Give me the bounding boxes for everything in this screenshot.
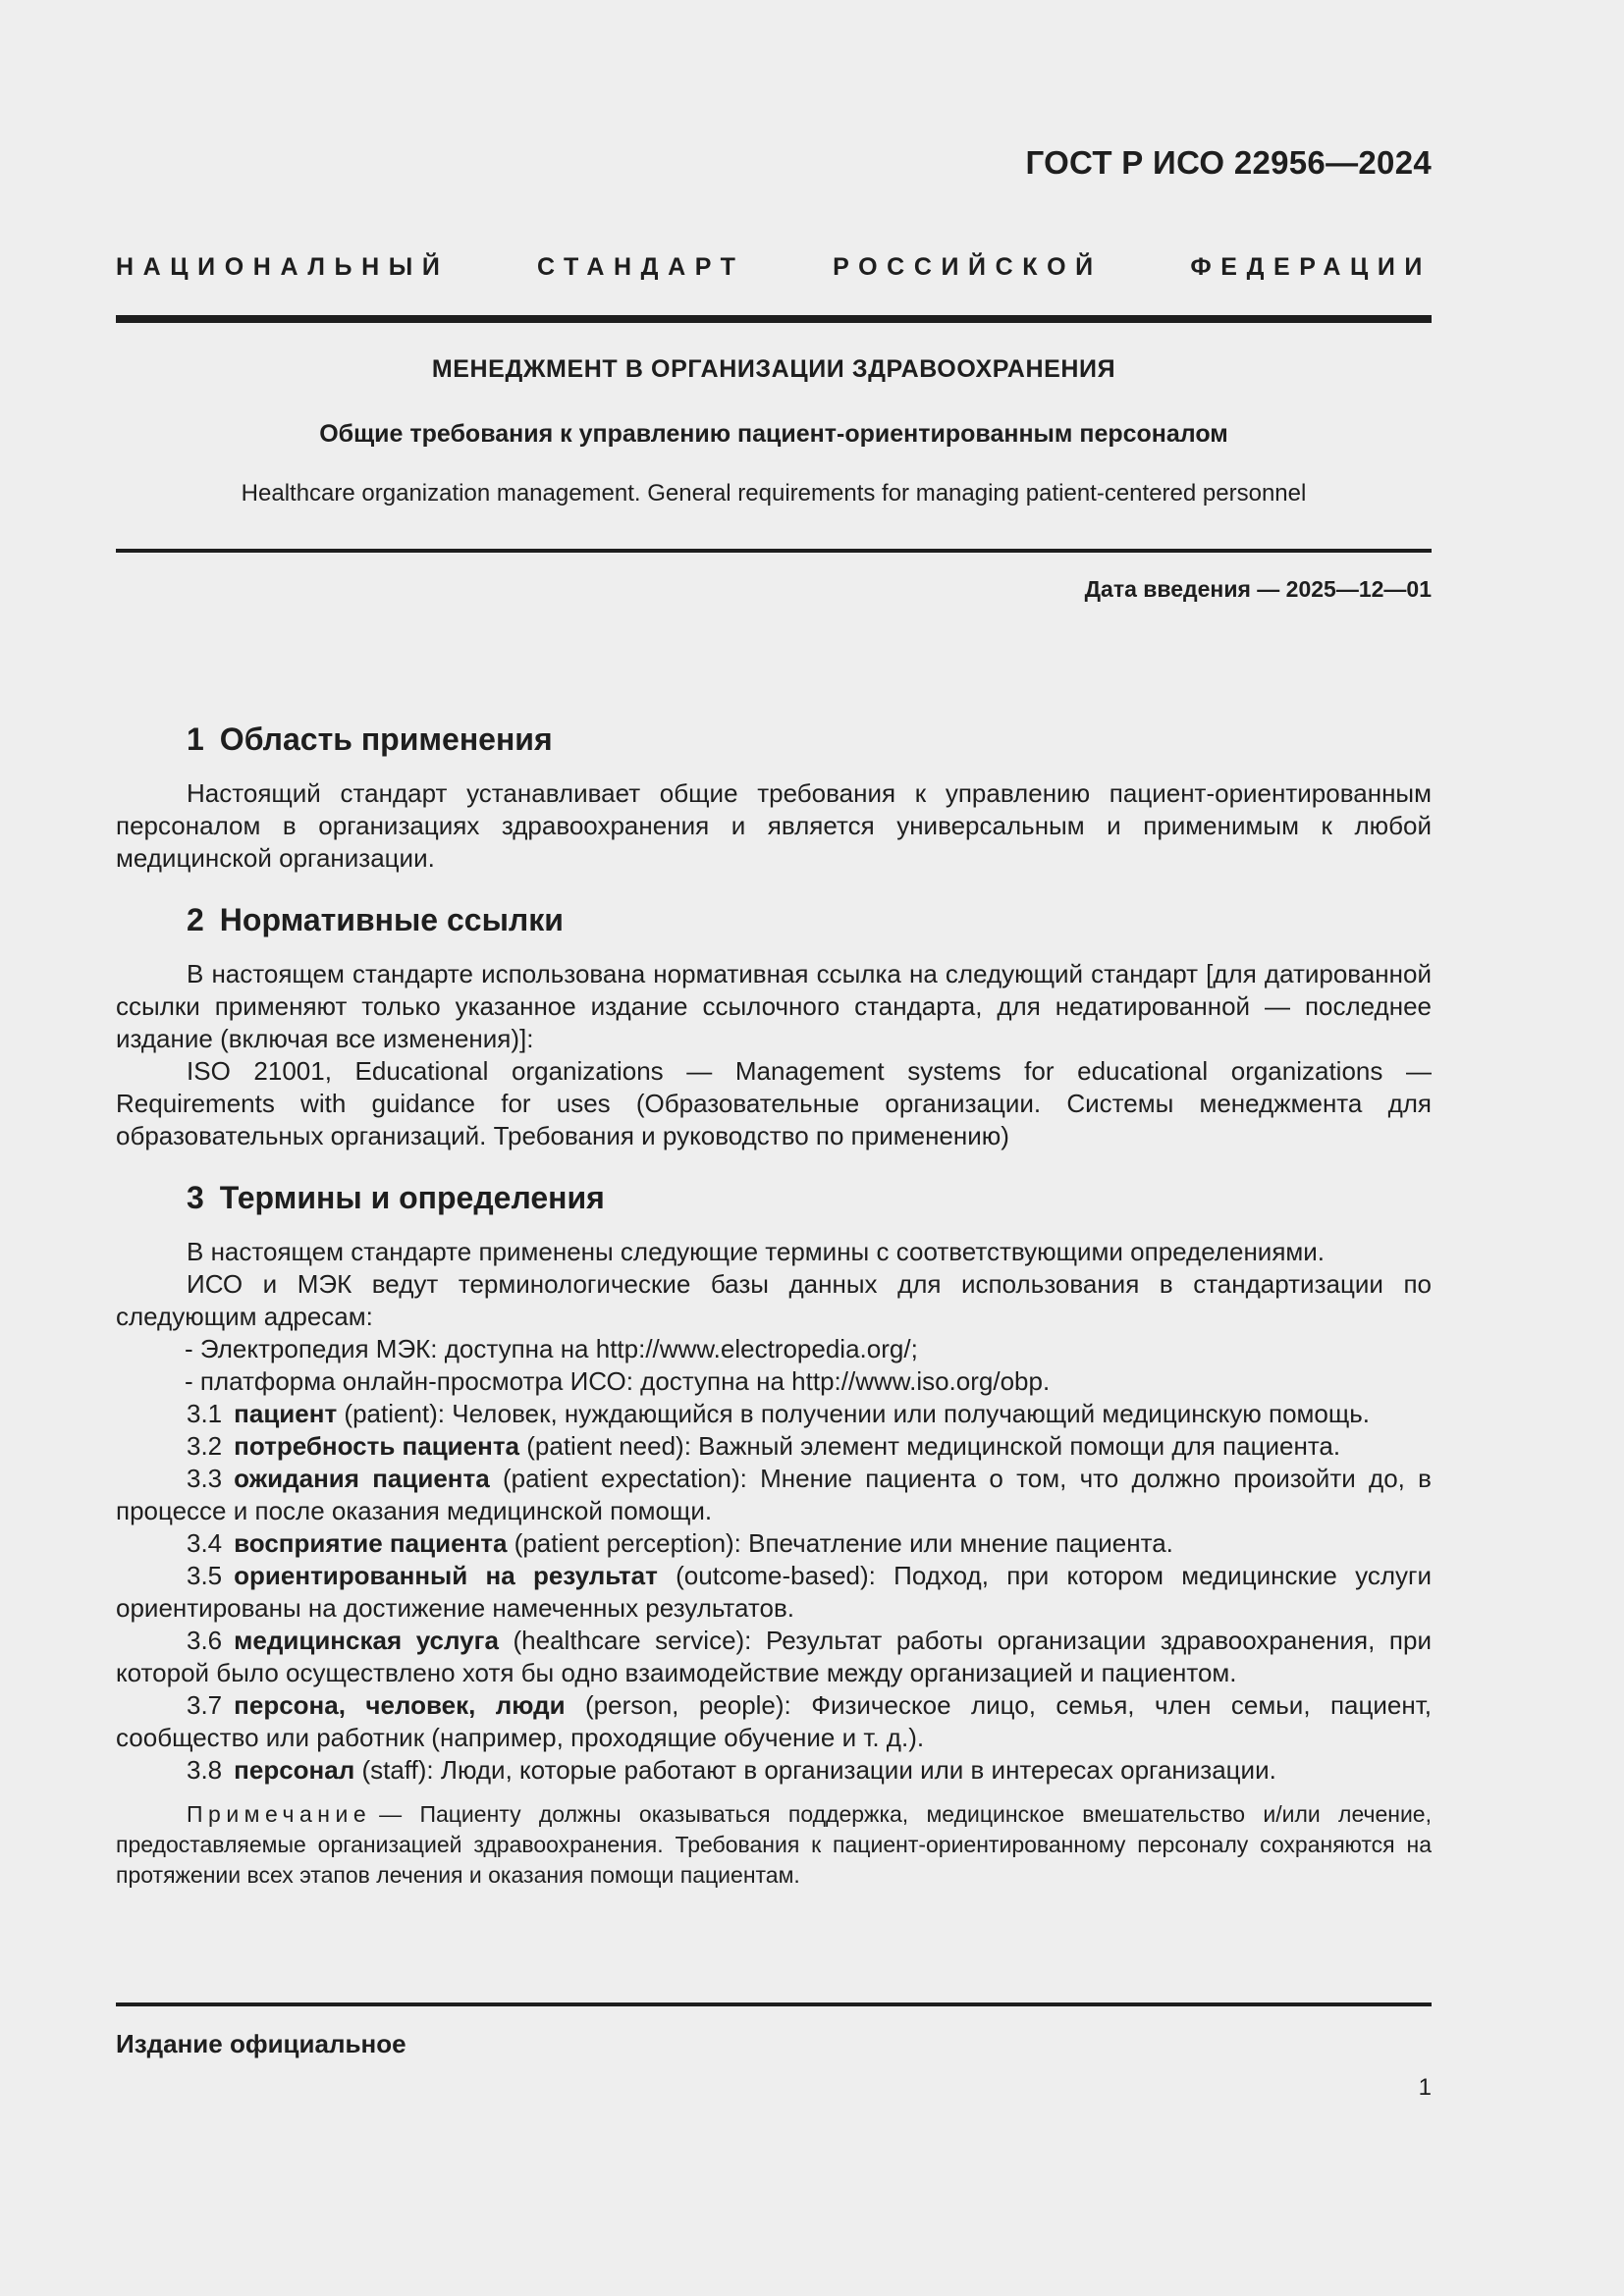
term-name: ориентированный на результат xyxy=(234,1561,658,1590)
term-number: 3.2 xyxy=(187,1431,223,1461)
title-divider xyxy=(116,549,1432,553)
term-entry xyxy=(116,1625,1432,1689)
section-title: Нормативные ссылки xyxy=(219,902,564,937)
footer-divider xyxy=(116,2002,1432,2006)
reference-entry: ISO 21001, Educational organizations — Management systems for educational organizations — Requirements with guidance for uses (Образовательные организации. Системы менеджмента для образовательных организаций. Требования и руководство по применению) xyxy=(116,1056,1432,1150)
national-standard-heading: НАЦИОНАЛЬНЫЙ СТАНДАРТ РОССИЙСКОЙ ФЕДЕРАЦИИ xyxy=(116,253,1432,281)
term-entry xyxy=(116,1430,1432,1463)
note-text: — Пациенту должны оказываться поддержка, медицинское вмешательство и/или лечение, предоставляемые организацией здравоохранения. Требования к пациент-ориентированному персоналу сохраняются на протяжении всех этапов лечения и оказания помощи пациентам. xyxy=(116,1801,1432,1888)
term-entry xyxy=(116,1398,1432,1430)
term-number: 3.8 xyxy=(187,1755,223,1785)
doc-number: ГОСТ Р ИСО 22956—2024 xyxy=(1025,144,1432,181)
document-body xyxy=(116,720,1432,1891)
section-title: Термины и определения xyxy=(219,1180,605,1215)
term-entry xyxy=(116,1754,1432,1787)
term-name: персона, человек, люди xyxy=(234,1690,566,1720)
term-definition: (patient): Человек, нуждающийся в получении или получающий медицинскую помощь. xyxy=(337,1399,1371,1428)
term-entry xyxy=(116,1463,1432,1527)
term-definition: (patient perception): Впечатление или мнение пациента. xyxy=(507,1528,1173,1558)
term-number: 3.4 xyxy=(187,1528,223,1558)
header-divider xyxy=(116,315,1432,323)
note xyxy=(116,1799,1432,1891)
term-name: потребность пациента xyxy=(234,1431,520,1461)
section-number: 1 xyxy=(187,721,204,757)
term-number: 3.5 xyxy=(187,1561,223,1590)
term-entry xyxy=(116,1689,1432,1754)
term-name: медицинская услуга xyxy=(234,1626,499,1655)
paragraph: ИСО и МЭК ведут терминологические базы данных для использования в стандартизации по следующим адресам: xyxy=(116,1269,1432,1331)
section-2-heading xyxy=(187,900,1432,939)
term-name: восприятие пациента xyxy=(234,1528,508,1558)
document-title: МЕНЕДЖМЕНТ В ОРГАНИЗАЦИИ ЗДРАВООХРАНЕНИЯ xyxy=(431,355,1116,383)
section-number: 2 xyxy=(187,902,204,937)
paragraph: В настоящем стандарте применены следующие термины с соответствующими определениями. xyxy=(187,1237,1326,1266)
term-definition: (patient need): Важный элемент медицинской помощи для пациента. xyxy=(519,1431,1341,1461)
note-label: Примечание xyxy=(187,1801,372,1827)
document-title-english: Healthcare organization management. General requirements for managing patient-centered personnel xyxy=(241,480,1307,507)
paragraph: В настоящем стандарте использована нормативная ссылка на следующий стандарт [для датированной ссылки применяют только указанное издание ссылочного стандарта, для недатированной — последнее издание (включая все изменения)]: xyxy=(116,959,1432,1053)
term-number: 3.3 xyxy=(187,1464,223,1493)
term-definition: (outcome-based): Подход, при котором медицинские услуги ориентированы на достижение намеченных результатов. xyxy=(116,1561,1433,1623)
list-item: - платформа онлайн-просмотра ИСО: доступна на http://www.iso.org/obp. xyxy=(185,1366,1051,1396)
term-entry xyxy=(116,1527,1432,1560)
paragraph: Настоящий стандарт устанавливает общие требования к управлению пациент-ориентированным персоналом в организациях здравоохранения и является универсальным и применимым к любой медицинской организации. xyxy=(116,778,1432,873)
section-1-heading xyxy=(187,720,1432,759)
term-number: 3.7 xyxy=(187,1690,223,1720)
section-title: Область применения xyxy=(219,721,553,757)
term-definition: (healthcare service): Результат работы организации здравоохранения, при которой было осуществлено хотя бы одно взаимодействие между организацией и пациентом. xyxy=(116,1626,1432,1687)
term-number: 3.6 xyxy=(187,1626,223,1655)
list-item: - Электропедия МЭК: доступна на http://www.electropedia.org/; xyxy=(185,1334,918,1363)
document-subtitle: Общие требования к управлению пациент-ориентированным персоналом xyxy=(319,420,1228,448)
term-name: персонал xyxy=(234,1755,355,1785)
term-definition: (person, people): Физическое лицо, семья, член семьи, пациент, сообщество или работник (например, проходящие обучение и т. д.). xyxy=(116,1690,1432,1752)
section-number: 3 xyxy=(187,1180,204,1215)
section-3-heading xyxy=(187,1178,1432,1217)
term-number: 3.1 xyxy=(187,1399,223,1428)
term-definition: (patient expectation): Мнение пациента о том, что должно произойти до, в процессе и после оказания медицинской помощи. xyxy=(116,1464,1432,1525)
introduction-date: Дата введения — 2025—12—01 xyxy=(1084,576,1432,602)
term-name: ожидания пациента xyxy=(234,1464,490,1493)
term-entry xyxy=(116,1560,1432,1625)
page-number: 1 xyxy=(1418,2074,1432,2101)
term-name: пациент xyxy=(234,1399,338,1428)
edition-label: Издание официальное xyxy=(116,2029,406,2058)
term-definition: (staff): Люди, которые работают в организации или в интересах организации. xyxy=(354,1755,1276,1785)
